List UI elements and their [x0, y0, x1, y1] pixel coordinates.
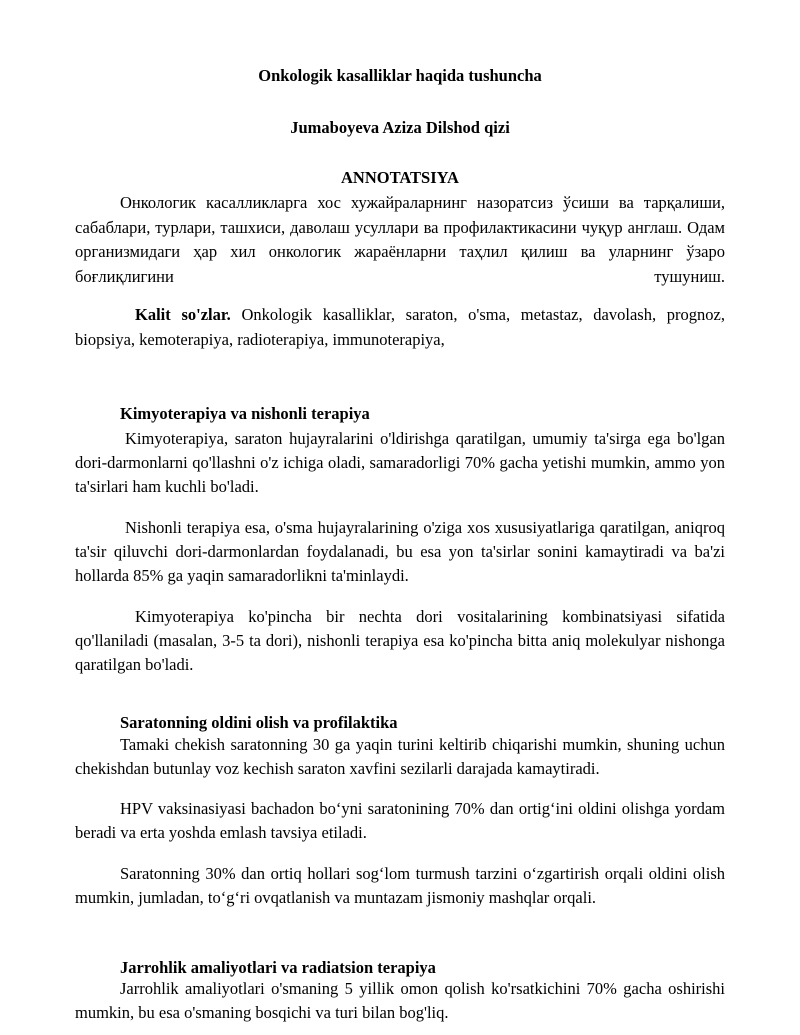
section-paragraph: Tamaki chekish saratonning 30 ga yaqin turini keltirib chiqarishi mumkin, shuning uchun chekishdan butunlay voz kechish saraton xavfini sezilarli darajada kamaytiradi. [75, 735, 725, 778]
section-heading-prevention: Saratonning oldini olish va profilaktika [120, 713, 398, 732]
section-paragraph: Kimyoterapiya, saraton hujayralarini o'ldirishga qaratilgan, umumiy ta'sirga ega bo'lgan dori-darmonlarni qo'llashni o'z ichiga oladi, samaradorligi 70% gacha yetishi mumkin, ammo yon ta'sirlari ham kuchli bo'ladi. [75, 429, 725, 496]
keywords-label: Kalit so'zlar. [135, 305, 231, 324]
section-paragraph: Jarrohlik amaliyotlari o'smaning 5 yillik omon qolish ko'rsatkichini 70% gacha oshirishi mumkin, bu esa o'smaning bosqichi va turi bilan bog'liq. [75, 979, 725, 1022]
author-name: Jumaboyeva Aziza Dilshod qizi [290, 118, 510, 137]
section-paragraph: Saratonning 30% dan ortiq hollari sog‘lom turmush tarzini o‘zgartirish orqali oldini olish mumkin, jumladan, to‘g‘ri ovqatlanish va muntazam jismoniy mashqlar orqali. [75, 864, 725, 907]
annotation-heading: ANNOTATSIYA [341, 168, 459, 187]
annotation-paragraph: Онкологик касалликларга хос хужайраларнинг назоратсиз ўсиши ва тарқалиши, сабаблари, турлари, ташхиси, даволаш усуллари ва профилактикасини чуқур англаш. Одам организмидаги ҳар хил онкологик жараёнларни таҳлил қилиш ва уларнинг ўзаро боғлиқлигини тушуниш. [75, 193, 725, 286]
section-paragraph: HPV vaksinasiyasi bachadon bo‘yni saratonining 70% dan ortig‘ini oldini olishga yordam beradi va erta yoshda emlash tavsiya etiladi. [75, 799, 725, 842]
section-heading-surgery: Jarrohlik amaliyotlari va radiatsion terapiya [120, 958, 436, 977]
document-title: Onkologik kasalliklar haqida tushuncha [258, 66, 542, 85]
keywords-list: Onkologik kasalliklar, saraton, o'sma, metastaz, davolash, prognoz, biopsiya, kemoterapiya, radioterapiya, immunoterapiya, [75, 305, 725, 349]
section-paragraph: Kimyoterapiya ko'pincha bir nechta dori vositalarining kombinatsiyasi sifatida qo'llaniladi (masalan, 3-5 ta dori), nishonli terapiya esa ko'pincha bitta aniq molekulyar nishonga qaratilgan bo'ladi. [75, 607, 725, 674]
section-heading-chemotherapy: Kimyoterapiya va nishonli terapiya [120, 404, 370, 423]
keywords-paragraph [75, 303, 725, 352]
section-paragraph: Nishonli terapiya esa, o'sma hujayralarining o'ziga xos xususiyatlariga qaratilgan, aniqroq ta'sir qiluvchi dori-darmonlardan foydalanadi, bu esa yon ta'sirlar sonini kamaytiradi va ba'zi hollarda 85% ga yaqin samaradorlikni ta'minlaydi. [75, 518, 725, 585]
